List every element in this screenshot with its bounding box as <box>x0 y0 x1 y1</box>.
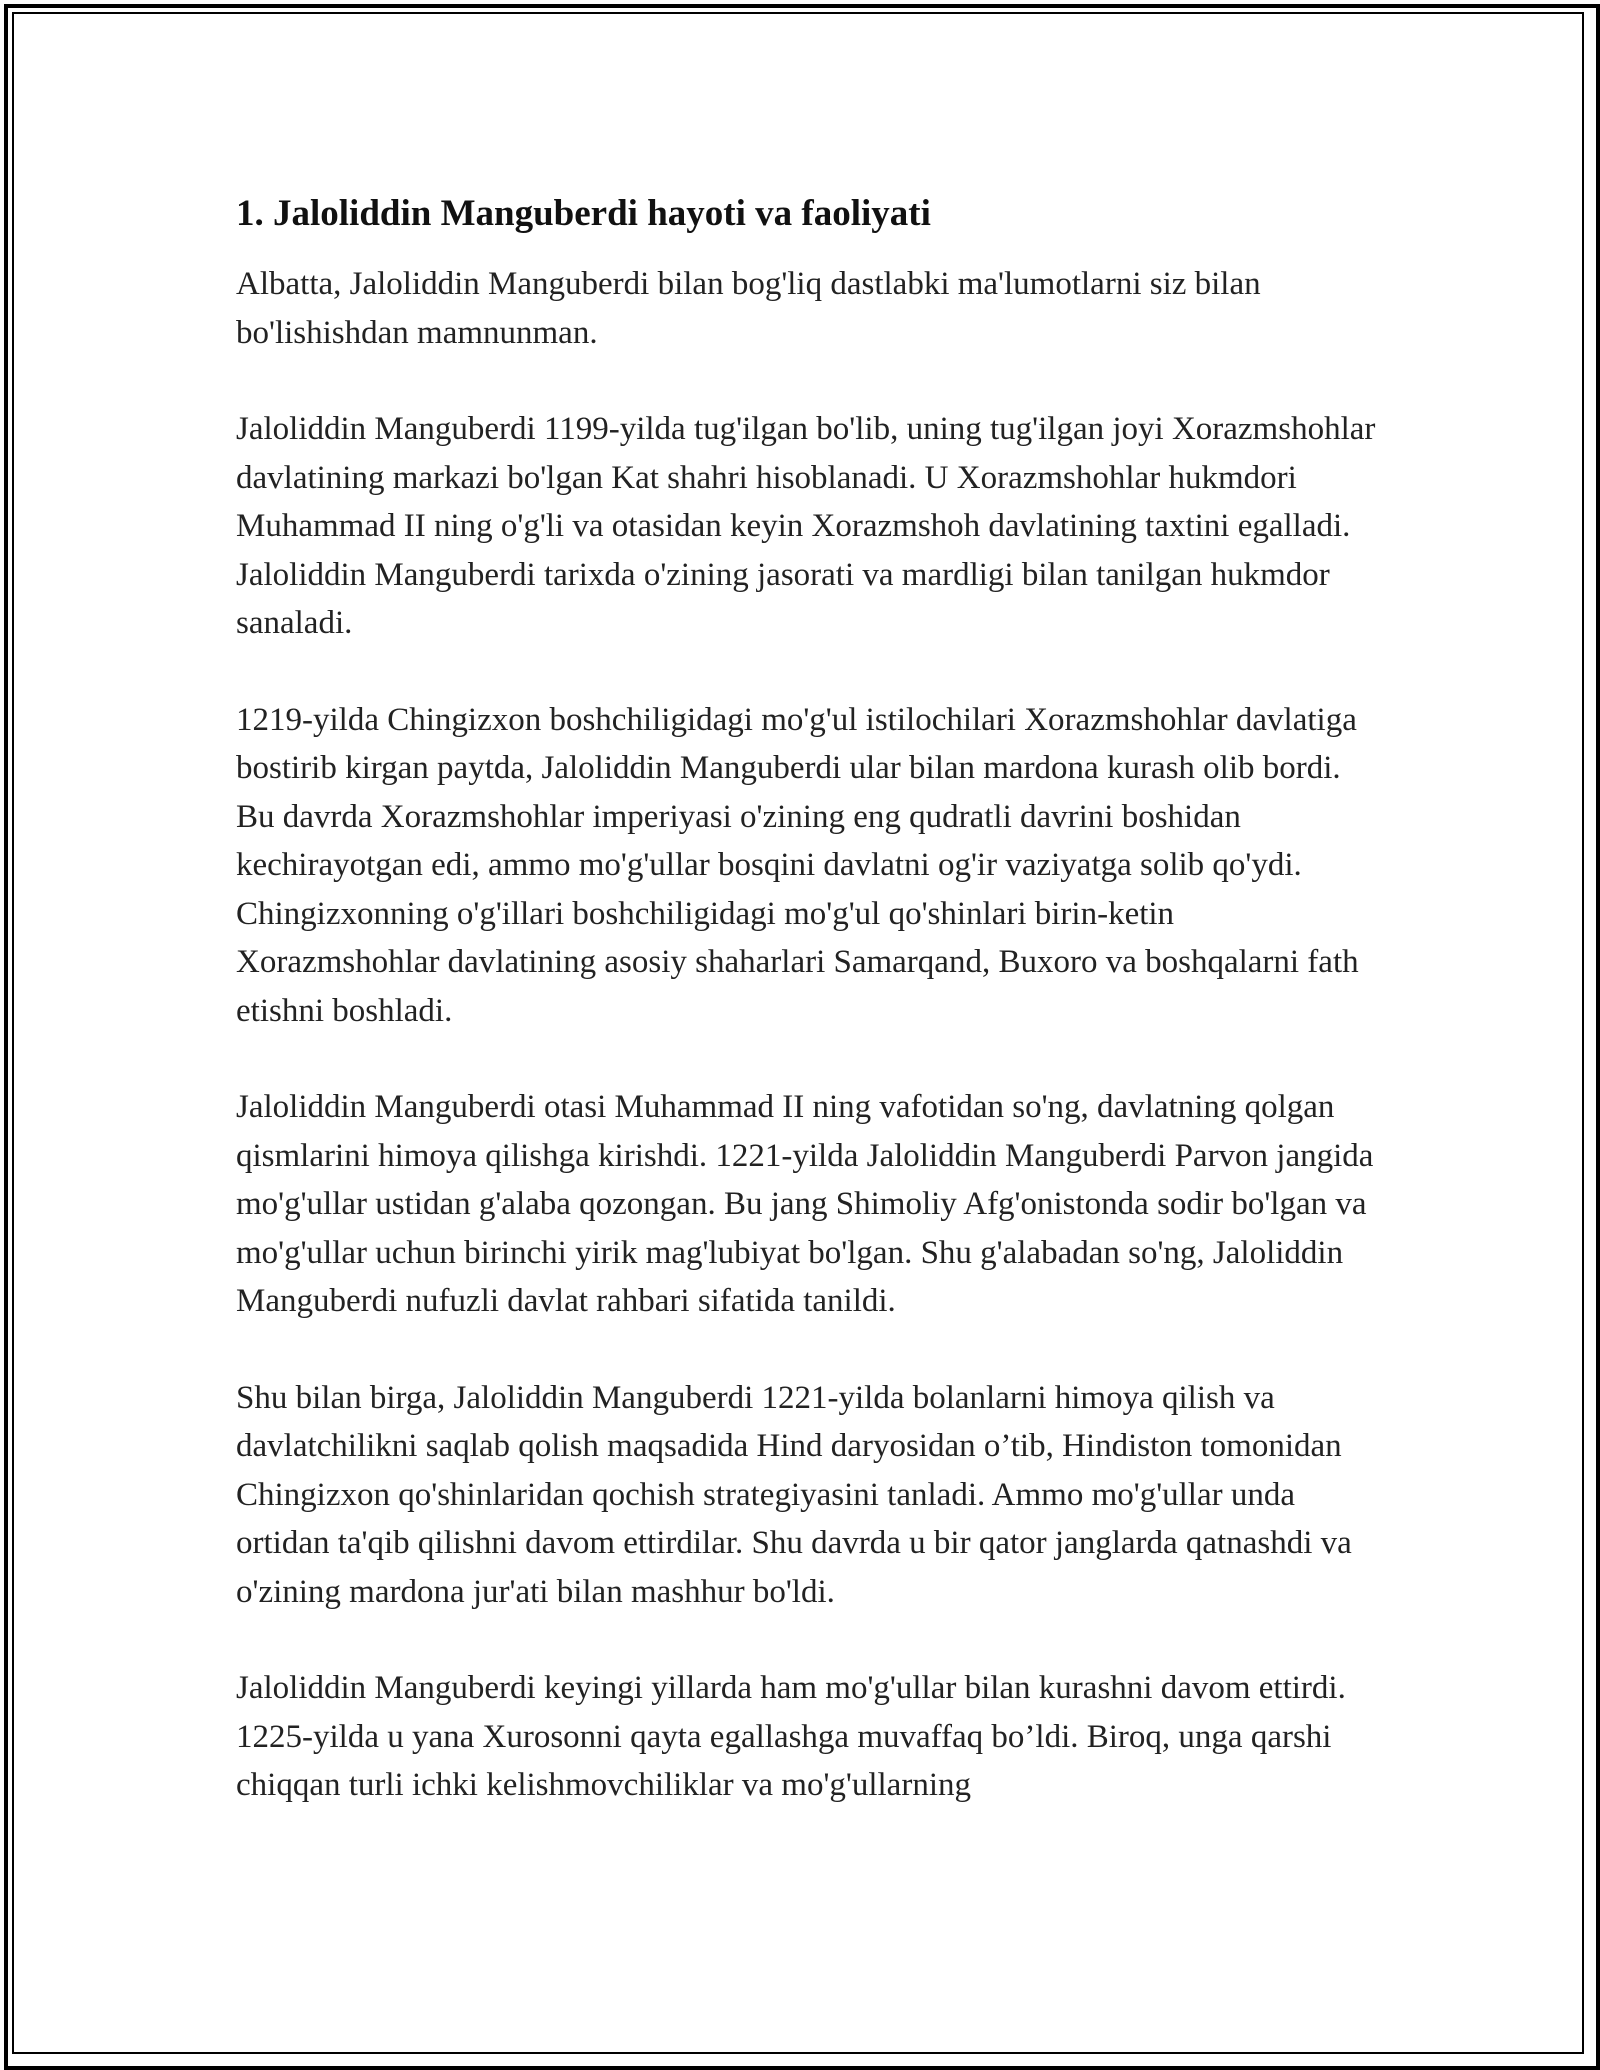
paragraph-later-years: Jaloliddin Manguberdi keyingi yillarda ham mo'g'ullar bilan kurashni davom ettirdi. 1225-yilda u yana Xurosonni qayta egallashga muvaffaq bo’ldi. Biroq, unga qarshi chiqqan turli ichki kelishmovchiliklar va mo'g'ullarning <box>236 1670 1346 1803</box>
paragraph-birth: Jaloliddin Manguberdi 1199-yilda tug'ilgan bo'lib, uning tug'ilgan joyi Xorazmshohlar davlatining markazi bo'lgan Kat shahri hisoblanadi. U Xorazmshohlar hukmdori Muhammad II ning o'g'li va otasidan keyin Xorazmshoh davlatining taxtini egalladi. Jaloliddin Manguberdi tarixda o'zining jasorati va mardligi bilan tanilgan hukmdor sanaladi. <box>236 411 1376 641</box>
document-title: 1. Jaloliddin Manguberdi hayoti va faoliyati <box>236 193 931 234</box>
paragraph-mongol-invasion: 1219-yilda Chingizxon boshchiligidagi mo'g'ul istilochilari Xorazmshohlar davlatiga bostirib kirgan paytda, Jaloliddin Manguberdi ular bilan mardona kurash olib bordi. Bu davrda Xorazmshohlar imperiyasi o'zining eng qudratli davrini boshidan kechirayotgan edi, ammo mo'g'ullar bosqini davlatni og'ir vaziyatga solib qo'ydi. Chingizxonning o'g'illari boshchiligidagi mo'g'ul qo'shinlari birin-ketin Xorazmshohlar davlatining asosiy shaharlari Samarqand, Buxoro va boshqalarni fath etishni boshladi. <box>236 701 1359 1029</box>
paragraph-parvan-battle: Jaloliddin Manguberdi otasi Muhammad II ning vafotidan so'ng, davlatning qolgan qismlarini himoya qilishga kirishdi. 1221-yilda Jaloliddin Manguberdi Parvon jangida mo'g'ullar ustidan g'alaba qozongan. Bu jang Shimoliy Afg'onistonda sodir bo'lgan va mo'g'ullar uchun birinchi yirik mag'lubiyat bo'lgan. Shu g'alabadan so'ng, Jaloliddin Manguberdi nufuzli davlat rahbari sifatida tanildi. <box>236 1089 1374 1319</box>
document-body <box>236 188 1376 1858</box>
paragraph-indus-crossing: Shu bilan birga, Jaloliddin Manguberdi 1221-yilda bolanlarni himoya qilish va davlatchilikni saqlab qolish maqsadida Hind daryosidan o’tib, Hindiston tomonidan Chingizxon qo'shinlaridan qochish strategiyasini tanladi. Ammo mo'g'ullar unda ortidan ta'qib qilishni davom ettirdilar. Shu davrda u bir qator janglarda qatnashdi va o'zining mardona jur'ati bilan mashhur bo'ldi. <box>236 1379 1352 1610</box>
paragraph-intro: Albatta, Jaloliddin Manguberdi bilan bog'liq dastlabki ma'lumotlarni siz bilan bo'lishishdan mamnunman. <box>236 266 1261 351</box>
